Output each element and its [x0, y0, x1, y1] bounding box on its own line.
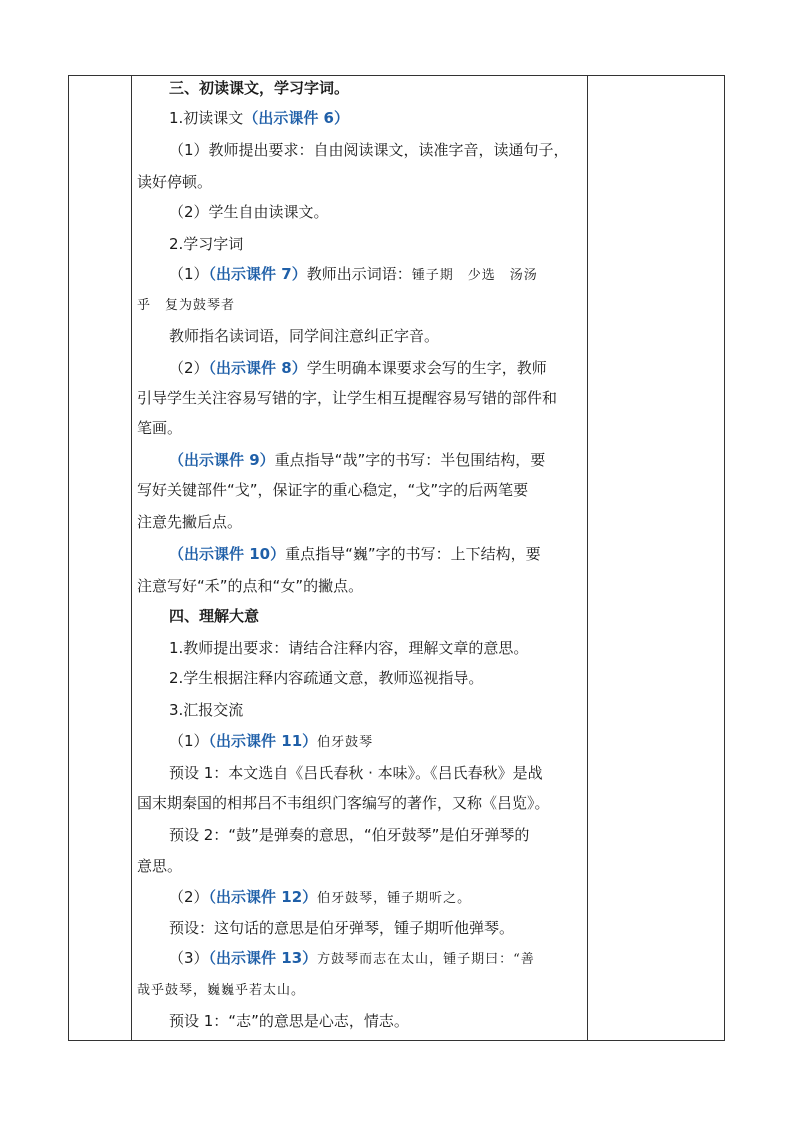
text-line [169, 948, 535, 970]
column-divider-right [587, 76, 588, 1040]
text-line [169, 825, 529, 845]
text-run: 写好关键部件“戈”，保证字的重心稳定，“戈”字的后两笔要 [137, 481, 529, 499]
text-line [169, 544, 541, 564]
text-run: （3） [169, 949, 209, 967]
text-line [169, 918, 514, 938]
text-run: 哉乎鼓琴，巍巍乎若太山。 [137, 983, 306, 998]
text-run: 学生明确本课要求会写的生字，教师 [306, 359, 547, 377]
text-line [169, 264, 538, 286]
text-run: 1.初读课文 [169, 109, 244, 127]
text-line [169, 140, 569, 160]
text-line [137, 512, 242, 532]
text-run: 乎 复为鼓琴者 [137, 298, 236, 313]
text-line [137, 856, 182, 876]
text-run: 预设 2：“鼓”是弹奏的意思，“伯牙鼓琴”是伯牙弹琴的 [169, 826, 530, 844]
text-line [137, 418, 182, 438]
text-line [137, 388, 557, 408]
courseware-ref: （出示课件 9） [169, 451, 275, 469]
text-run: 1.教师提出要求：请结合注释内容，理解文章的意思。 [169, 639, 529, 657]
text-run: 三、初读课文，学习字词。 [169, 79, 350, 97]
text-line [169, 108, 349, 128]
text-line [169, 668, 483, 688]
text-run: 教师指名读词语，同学间注意纠正字音。 [169, 327, 440, 345]
text-run: 注意先撇后点。 [137, 513, 243, 531]
courseware-ref: （出示课件 7） [208, 265, 307, 283]
text-line [169, 450, 545, 470]
text-run: （2） [169, 888, 209, 906]
text-line [137, 294, 235, 316]
text-run: （2）学生自由读课文。 [169, 203, 329, 221]
text-line [169, 326, 439, 346]
text-line [137, 480, 528, 500]
text-line [169, 700, 243, 720]
text-run: 读好停顿。 [137, 173, 213, 191]
text-run: 意思。 [137, 857, 183, 875]
text-line [169, 763, 543, 783]
text-line [137, 172, 212, 192]
text-run: 预设：这句话的意思是伯牙弹琴，锺子期听他弹琴。 [169, 919, 515, 937]
courseware-ref: （出示课件 12） [208, 888, 318, 906]
text-run: （2） [169, 359, 209, 377]
text-run: 方鼓琴而志在太山，锺子期曰：“善 [317, 952, 535, 967]
text-run: 重点指导“哉”字的书写：半包围结构，要 [274, 451, 546, 469]
column-divider-left [131, 76, 132, 1040]
text-run: 教师出示词语： [306, 265, 412, 283]
text-line [137, 576, 363, 596]
text-run: 重点指导“巍”字的书写：上下结构，要 [285, 545, 541, 563]
text-run: 伯牙鼓琴 [317, 735, 374, 750]
text-line [169, 234, 243, 254]
text-line [169, 731, 373, 753]
text-line [169, 358, 547, 378]
courseware-ref: （出示课件 6） [243, 109, 349, 127]
text-line [137, 793, 550, 813]
text-run: 注意写好“禾”的点和“女”的撇点。 [137, 577, 364, 595]
text-line [169, 78, 349, 98]
courseware-ref: （出示课件 8） [208, 359, 307, 377]
text-run: 3.汇报交流 [169, 701, 244, 719]
text-run: 引导学生关注容易写错的字，让学生相互提醒容易写错的部件和 [137, 389, 558, 407]
courseware-ref: （出示课件 13） [208, 949, 318, 967]
text-run: （1） [169, 732, 209, 750]
text-run: 笔画。 [137, 419, 183, 437]
text-run: 锺子期 少选 汤汤 [411, 268, 538, 283]
text-run: 2.学生根据注释内容疏通文意，教师巡视指导。 [169, 669, 484, 687]
courseware-ref: （出示课件 11） [208, 732, 318, 750]
text-line [169, 887, 471, 909]
text-line [169, 202, 329, 222]
text-run: 2.学习字词 [169, 235, 244, 253]
text-line [169, 638, 528, 658]
text-run: 预设 1：本文选自《吕氏春秋 · 本味》。《吕氏春秋》是战 [169, 764, 543, 782]
text-line [137, 979, 305, 1001]
text-run: 预设 1：“志”的意思是心志，情志。 [169, 1012, 409, 1030]
text-run: 国末期秦国的相邦吕不韦组织门客编写的著作，又称《吕览》。 [137, 794, 550, 812]
text-line [169, 606, 259, 626]
text-line [169, 1011, 409, 1031]
text-run: （1） [169, 265, 209, 283]
text-run: （1）教师提出要求：自由阅读课文，读准字音，读通句子， [169, 141, 569, 159]
text-run: 伯牙鼓琴，锺子期听之。 [317, 891, 472, 906]
courseware-ref: （出示课件 10） [169, 545, 286, 563]
text-run: 四、理解大意 [169, 607, 260, 625]
